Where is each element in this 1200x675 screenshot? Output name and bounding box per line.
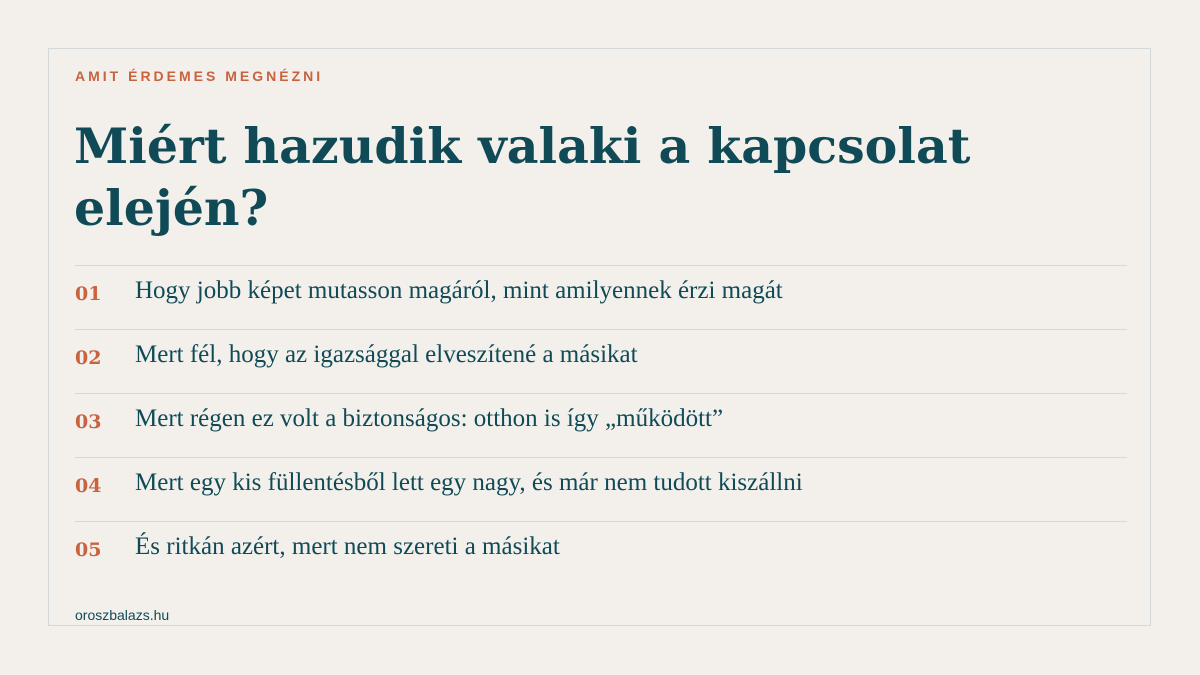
list-item-text: Mert régen ez volt a biztonságos: otthon is így „működött” bbox=[135, 405, 724, 432]
list-item bbox=[75, 457, 1127, 521]
list-item-number: 04 bbox=[75, 475, 102, 497]
eyebrow-label: AMIT ÉRDEMES MEGNÉZNI bbox=[75, 68, 324, 84]
list-item-number: 03 bbox=[75, 411, 102, 433]
list-item-text: És ritkán azért, mert nem szereti a másikat bbox=[135, 533, 560, 560]
reason-list bbox=[75, 265, 1127, 585]
list-item bbox=[75, 329, 1127, 393]
list-item bbox=[75, 521, 1127, 585]
list-item-text: Hogy jobb képet mutasson magáról, mint amilyennek érzi magát bbox=[135, 277, 783, 304]
list-item-text: Mert egy kis füllentésből lett egy nagy, és már nem tudott kiszállni bbox=[135, 469, 803, 496]
list-item-number: 02 bbox=[75, 347, 102, 369]
list-item bbox=[75, 265, 1127, 329]
page-title: Miért hazudik valaki a kapcsolat elején? bbox=[74, 117, 971, 237]
content-card bbox=[48, 48, 1151, 626]
list-item-number: 01 bbox=[75, 283, 102, 305]
list-item bbox=[75, 393, 1127, 457]
list-item-number: 05 bbox=[75, 539, 102, 561]
site-url: oroszbalazs.hu bbox=[75, 607, 170, 623]
list-item-text: Mert fél, hogy az igazsággal elveszítené a másikat bbox=[135, 341, 638, 368]
